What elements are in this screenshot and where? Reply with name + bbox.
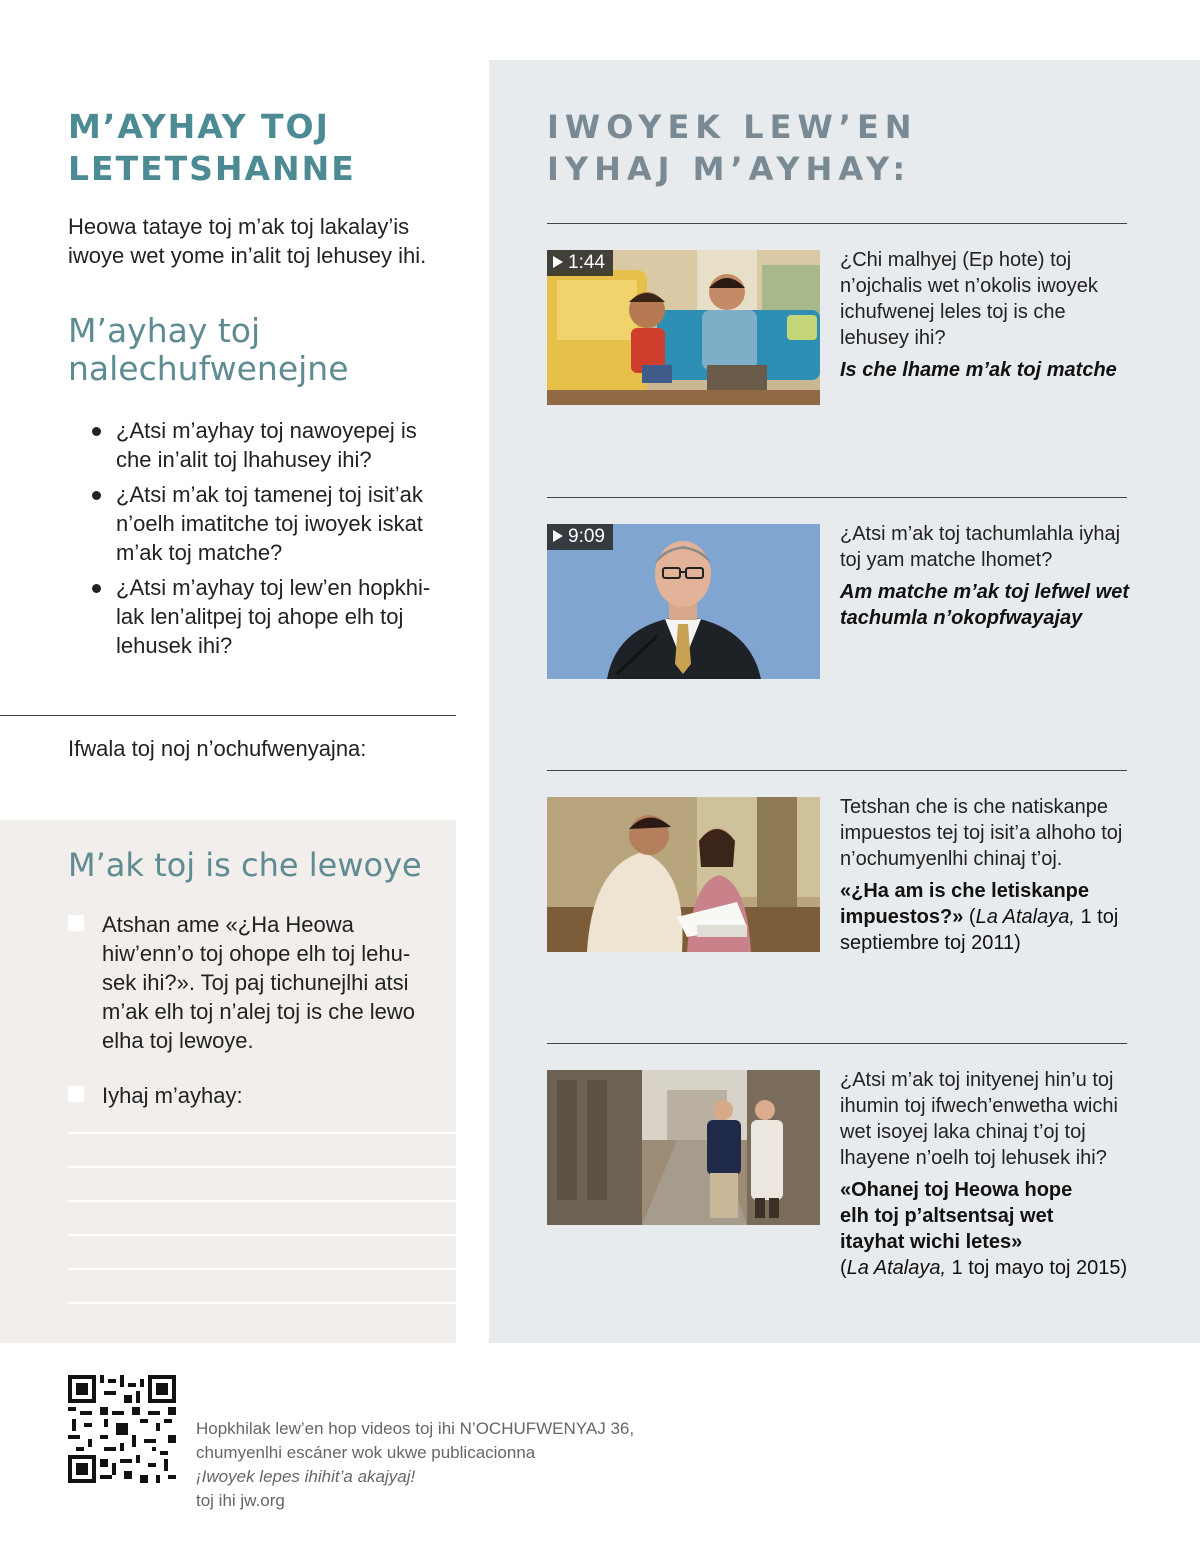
duration-text: 1:44 (568, 252, 605, 273)
related-divider (547, 497, 1127, 498)
writing-line[interactable] (68, 1132, 456, 1134)
questions-heading-line2: nalechufwenejne (68, 349, 349, 388)
task-item[interactable] (68, 910, 438, 1055)
video-duration (547, 250, 613, 276)
article-description (840, 1067, 1140, 1281)
writing-line[interactable] (68, 1302, 456, 1304)
article-description (840, 794, 1140, 956)
question-item (92, 480, 447, 567)
article-title[interactable]: «Ohanej toj Heowa hope elh toj p’altsentsaj wet itayhat wichi letes» (840, 1179, 1073, 1253)
footer-website[interactable]: toj ihi jw.org (196, 1491, 285, 1510)
article-image[interactable] (547, 797, 820, 952)
questions-heading (68, 312, 448, 388)
bullet-icon (92, 491, 101, 500)
article-reference[interactable] (840, 878, 1140, 956)
couple-walking-image (547, 1070, 820, 1225)
footer-text (196, 1417, 756, 1513)
writing-line[interactable] (68, 1268, 456, 1270)
page-title-line1: M’AYHAY TOJ (68, 107, 330, 146)
checkbox[interactable] (68, 1086, 84, 1102)
writing-line[interactable] (68, 1166, 456, 1168)
couple-paperwork-image (547, 797, 820, 952)
related-heading (547, 106, 1147, 190)
writing-line[interactable] (68, 1200, 456, 1202)
video-description (840, 521, 1140, 631)
video-question: ¿Chi malhyej (Ep hote) toj n’ojchalis wet n’okolis iwoyek ichufwenej leles toj is che lehusey ihi? (840, 249, 1098, 349)
checkbox[interactable] (68, 915, 84, 931)
video-title-link[interactable]: Is che lhame m’ak toj matche (840, 359, 1117, 381)
video-duration (547, 524, 613, 550)
question-text: ¿Atsi m’ayhay toj nawoyepej is che in’alit toj lhahusey ihi? (116, 418, 417, 472)
play-icon (553, 256, 563, 268)
qr-code-icon[interactable] (68, 1375, 176, 1483)
related-divider (547, 223, 1127, 224)
article-question: Tetshan che is che natiskanpe impuestos tej toj isit’a alhoho toj n’ochumyenlhi chinaj t’oj. (840, 796, 1123, 870)
article-title[interactable]: «¿Ha am is che letiskanpe impuestos?» (840, 880, 1090, 928)
question-list (92, 416, 447, 666)
question-text: ¿Atsi m’ak toj tamenej toj isit’ak n’oelh imatitche toj iwoyek iskat m’ak toj matche? (116, 482, 423, 565)
page-title-line2: LETETSHANNE (68, 149, 356, 188)
related-divider (547, 1043, 1127, 1044)
question-item (92, 416, 447, 474)
intro-text: Heowa tataye toj m’ak toj lakalay’is iwoye wet yome in’alit toj lehusey ihi. (68, 214, 427, 268)
reference-date: 1 toj septiembre toj 2011) (840, 906, 1119, 954)
video-question: ¿Atsi m’ak toj tachumlahla iyhaj toj yam matche lhomet? (840, 523, 1121, 571)
article-question: ¿Atsi m’ak toj inityenej hin’u toj ihumin toj ifwech’enwetha wichi wet isoyej laka chinaj t’oj toj lhayene n’oelh toj lehusek ihi? (840, 1069, 1118, 1169)
play-icon (553, 530, 563, 542)
reference-paren: ( (963, 906, 976, 928)
video-title-link[interactable]: Am matche m’ak toj lefwel wet tachumla n’okopfwayajay (840, 581, 1129, 629)
footer-line (196, 1465, 756, 1513)
question-text: ¿Atsi m’ayhay toj lew’en hopkhi-lak len’alitpej toj ahope elh toj lehusek ihi? (116, 575, 431, 658)
video-description (840, 247, 1140, 383)
video-thumbnail[interactable] (547, 250, 820, 405)
related-heading-line1: IWOYEK LEW’EN (547, 108, 918, 146)
reference-magazine: La Atalaya, (846, 1257, 946, 1279)
duration-text: 9:09 (568, 526, 605, 547)
reference-magazine: La Atalaya, (975, 906, 1075, 928)
article-reference[interactable] (840, 1177, 1140, 1281)
task-item-text: Iyhaj m’ayhay: (102, 1083, 243, 1108)
question-item (92, 573, 447, 660)
reference-date: 1 toj mayo toj 2015) (946, 1257, 1128, 1279)
bullet-icon (92, 584, 101, 593)
writing-line[interactable] (68, 1234, 456, 1236)
task-item-text: Atshan ame «¿Ha Heowa hiw’enn’o toj ohope elh toj lehu-sek ihi?». Toj paj tichunejlhi atsi m’ak elh toj n’alej toj is che lewo elha toj lewoye. (102, 912, 416, 1053)
footer-line: chumyenlhi escáner wok ukwe publicacionna (196, 1443, 536, 1462)
article-image[interactable] (547, 1070, 820, 1225)
reference-paren: ( (840, 1257, 847, 1279)
page-title (68, 106, 448, 190)
questions-heading-line1: M’ayhay toj (68, 311, 261, 350)
related-heading-line2: IYHAJ M’AYHAY: (547, 150, 912, 188)
section-divider (0, 715, 456, 716)
related-divider (547, 770, 1127, 771)
footer-publication-title: ¡Iwoyek lepes ihihit’a akajyaj! (196, 1467, 416, 1486)
task-box-heading: M’ak toj is che lewoye (68, 846, 422, 884)
notes-label: Ifwala toj noj n’ochufwenyajna: (68, 736, 367, 761)
bullet-icon (92, 427, 101, 436)
task-item[interactable] (68, 1081, 438, 1110)
footer-line: Hopkhilak lew’en hop videos toj ihi N’OCHUFWENYAJ 36, (196, 1419, 635, 1438)
video-thumbnail[interactable] (547, 524, 820, 679)
